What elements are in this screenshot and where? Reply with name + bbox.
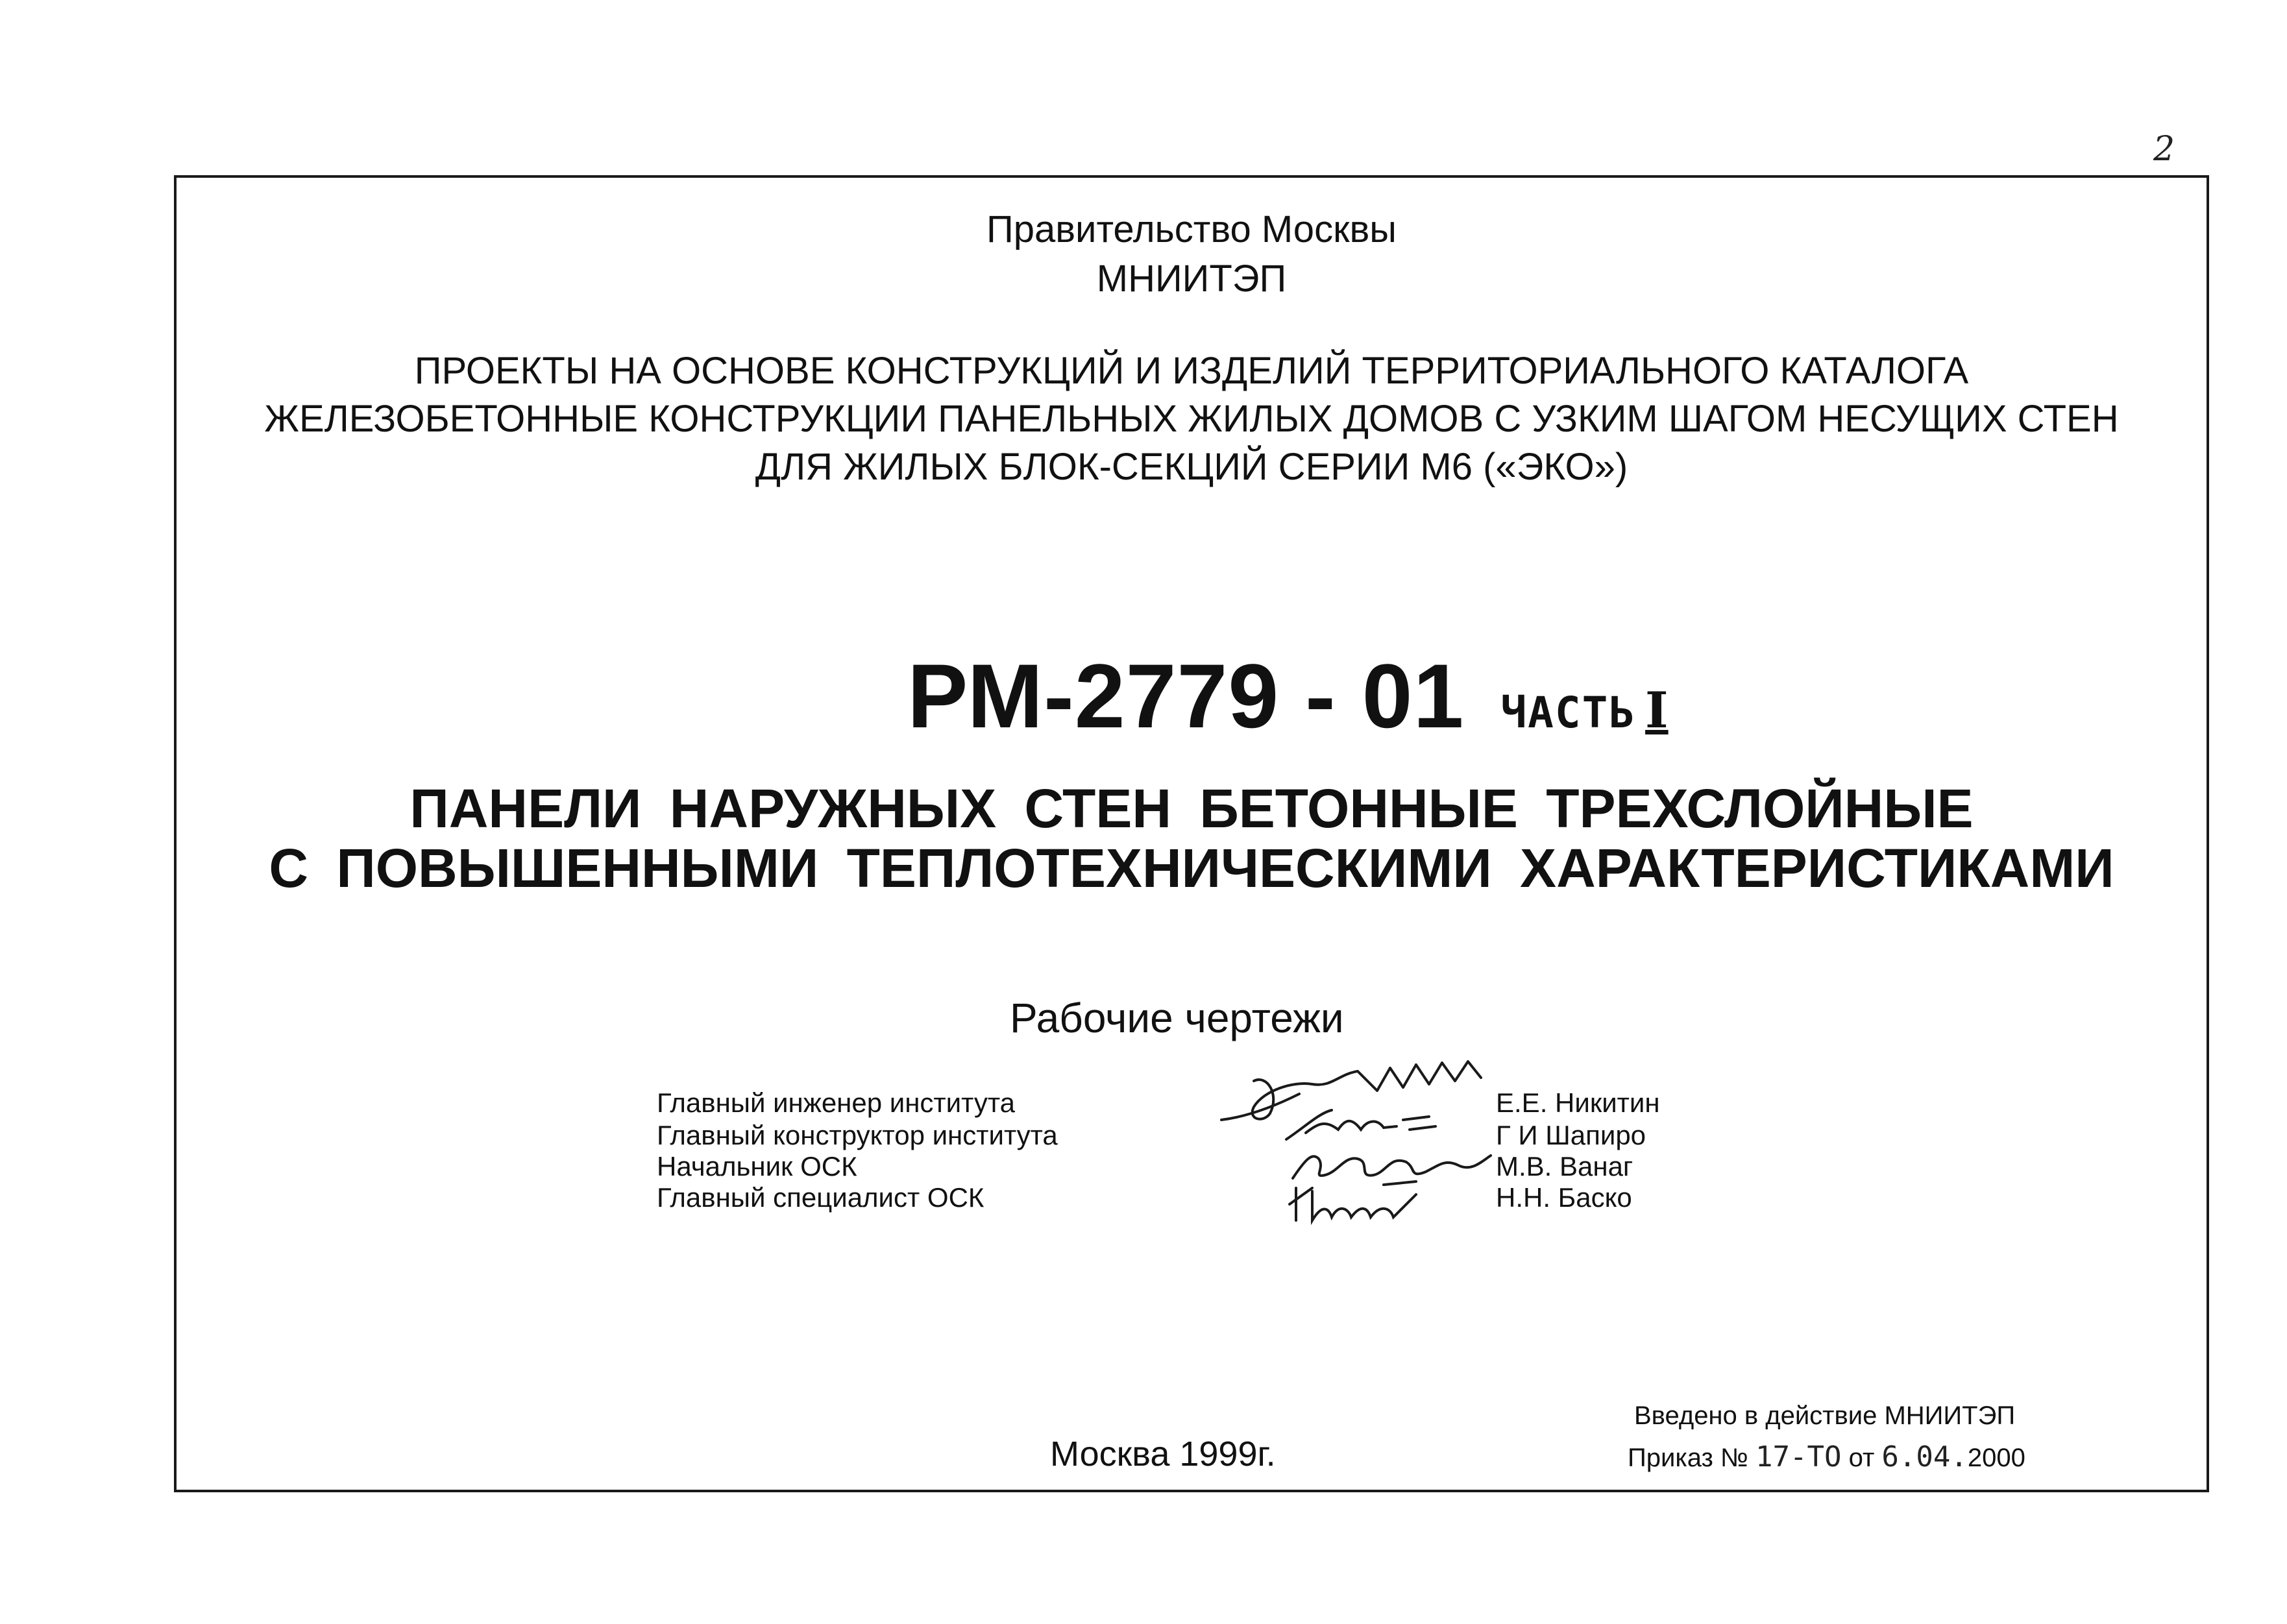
order-date: 6.04. [1881,1440,1968,1473]
enacted-note: Введено в действие МНИИТЭП [1634,1401,2016,1430]
order-year: 2000 [1967,1444,2025,1472]
catalog-line-3: ДЛЯ ЖИЛЫХ БЛОК-СЕКЦИЙ СЕРИИ М6 («ЭКО») [755,446,1628,488]
document-title-line-2: С ПОВЫШЕННЫМИ ТЕПЛОТЕХНИЧЕСКИМИ ХАРАКТЕРИСТИКАМИ [269,838,2114,899]
order-prefix: Приказ № [1628,1444,1748,1472]
part-number: I [1645,681,1669,739]
signatory-name: Г И Шапиро [1496,1120,1646,1150]
institute-name: МНИИТЭП [1096,258,1287,300]
signatory-row [657,1182,1760,1215]
part-label: ЧАСТЬ [1500,688,1637,738]
signatory-role: Начальник ОСК [657,1151,857,1182]
signatory-name: Е.Е. Никитин [1496,1087,1660,1118]
signatory-role: Главный специалист ОСК [657,1182,985,1213]
document-title-line-1: ПАНЕЛИ НАРУЖНЫХ СТЕН БЕТОННЫЕ ТРЕХСЛОЙНЫЕ [410,778,1974,839]
signatory-role: Главный конструктор института [657,1120,1058,1150]
document-code-row [907,644,1669,749]
document-subtitle: Рабочие чертежи [1010,995,1344,1041]
document-code: РМ-2779 - 01 [907,645,1465,747]
catalog-line-1: ПРОЕКТЫ НА ОСНОВЕ КОНСТРУКЦИЙ И ИЗДЕЛИЙ ТЕРРИТОРИАЛЬНОГО КАТАЛОГА [414,350,1969,392]
catalog-line-2: ЖЕЛЕЗОБЕТОННЫЕ КОНСТРУКЦИИ ПАНЕЛЬНЫХ ЖИЛЫХ ДОМОВ С УЗКИМ ШАГОМ НЕСУЩИХ СТЕН [264,398,2119,440]
signatory-role: Главный инженер института [657,1087,1015,1118]
signatory-name: Н.Н. Баско [1496,1182,1632,1213]
signatory-name: М.В. Ванаг [1496,1151,1633,1182]
signatory-row [657,1151,1760,1183]
order-line [1628,1440,2025,1473]
page-number: 2 [2153,130,2175,169]
order-number: 17-ТО [1755,1440,1842,1473]
city-year: Москва 1999г. [1050,1435,1276,1473]
order-from: от [1848,1444,1875,1472]
government-name: Правительство Москвы [986,208,1397,250]
signature-basko [1286,1178,1429,1230]
